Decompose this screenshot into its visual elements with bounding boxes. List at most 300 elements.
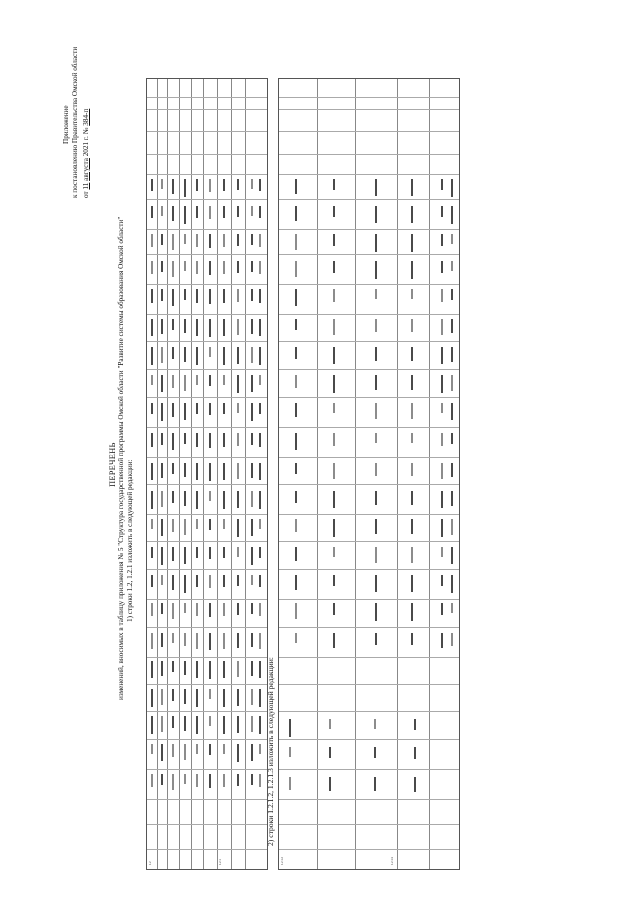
table-cell-value	[329, 719, 331, 729]
table-cell-value	[184, 433, 186, 444]
table-cell-value	[411, 403, 413, 419]
table-cell-value	[375, 633, 377, 645]
table-cell-value	[333, 603, 335, 615]
table-column-divider	[317, 79, 318, 869]
table-column-divider	[179, 79, 180, 869]
table-cell-value	[151, 491, 153, 509]
table-cell-value	[161, 375, 163, 392]
table-cell-value	[209, 433, 211, 448]
table-cell-value	[172, 375, 174, 388]
table-cell-value	[375, 547, 377, 563]
table-cell-value	[251, 261, 253, 272]
table-cell-value	[172, 547, 174, 561]
table-column-divider	[355, 79, 356, 869]
table-cell-value	[295, 603, 297, 619]
table-cell-value	[184, 575, 186, 593]
table-row-divider	[279, 739, 459, 740]
table-cell-value	[196, 491, 198, 509]
table-cell-value	[411, 463, 413, 476]
table-cell-value	[223, 463, 225, 480]
table-cell-value	[259, 206, 261, 218]
table-cell-value	[451, 206, 453, 224]
table-cell-value	[184, 744, 186, 760]
table-cell-value	[161, 689, 163, 705]
table-cell-value	[172, 234, 174, 250]
date-month: августа	[82, 158, 90, 181]
table-row-divider	[279, 799, 459, 800]
table-cell-value	[295, 347, 297, 359]
table-cell-value	[259, 774, 261, 787]
table-cell-value	[237, 206, 239, 217]
table-row-number: 1.2.1.2	[281, 857, 284, 865]
table-cell-value	[196, 463, 198, 480]
table-cell-value	[237, 575, 239, 586]
table-cell-value	[251, 689, 253, 705]
table-row-divider	[147, 799, 267, 800]
table-cell-value	[333, 433, 335, 446]
table-cell-value	[451, 261, 453, 271]
table-cell-value	[151, 289, 153, 303]
table-cell-value	[259, 547, 261, 558]
table-cell-value	[184, 547, 186, 564]
table-cell-value	[414, 719, 416, 730]
table-cell-value	[251, 603, 253, 614]
table-cell-value	[451, 603, 453, 613]
table-cell-value	[172, 179, 174, 194]
table-cell-value	[333, 179, 335, 190]
table-row-divider	[279, 199, 459, 200]
table-row-divider	[279, 97, 459, 98]
table-rows-1-2	[146, 78, 268, 870]
table-cell-value	[333, 347, 335, 364]
table-cell-value	[184, 689, 186, 704]
table-cell-value	[375, 519, 377, 534]
table-cell-value	[451, 633, 453, 646]
table-cell-value	[151, 261, 153, 274]
table-cell-value	[184, 603, 186, 613]
table-cell-value	[411, 575, 413, 592]
table-cell-value	[374, 747, 376, 758]
table-cell-value	[151, 603, 153, 616]
table-cell-value	[223, 491, 225, 509]
table-cell-value	[172, 689, 174, 701]
table-cell-value	[223, 575, 225, 587]
resolution-number: 384-п	[82, 108, 90, 126]
table-cell-value	[441, 547, 443, 557]
table-cell-value	[441, 433, 443, 446]
table-cell-value	[237, 689, 239, 706]
table-cell-value	[441, 319, 443, 335]
table-row-divider	[279, 397, 459, 398]
table-cell-value	[251, 433, 253, 445]
table-column-divider	[203, 79, 204, 869]
table-cell-value	[209, 234, 211, 248]
table-cell-value	[237, 375, 239, 393]
table-cell-value	[209, 261, 211, 275]
table-cell-value	[441, 206, 443, 217]
table-cell-value	[411, 206, 413, 223]
table-cell-value	[209, 774, 211, 788]
table-cell-value	[223, 744, 225, 754]
table-cell-value	[251, 234, 253, 245]
table-cell-value	[151, 744, 153, 754]
table-cell-value	[196, 179, 198, 191]
table-cell-value	[451, 319, 453, 333]
table-cell-value	[223, 403, 225, 414]
table-cell-value	[151, 206, 153, 218]
table-row-divider	[279, 684, 459, 685]
table-cell-value	[196, 433, 198, 447]
table-cell-value	[223, 261, 225, 274]
table-cell-value	[209, 716, 211, 726]
table-cell-value	[441, 234, 443, 246]
table-cell-value	[375, 433, 377, 443]
table-cell-value	[375, 347, 377, 361]
table-cell-value	[172, 347, 174, 359]
table-cell-value	[209, 491, 211, 501]
table-cell-value	[184, 375, 186, 391]
table-cell-value	[196, 375, 198, 385]
table-row-divider	[279, 341, 459, 342]
table-cell-value	[375, 261, 377, 279]
table-row-divider	[279, 711, 459, 712]
table-cell-value	[441, 519, 443, 537]
table-row-divider	[147, 824, 267, 825]
table-cell-value	[414, 747, 416, 759]
table-cell-value	[151, 179, 153, 191]
table-cell-value	[172, 403, 174, 417]
table-row-divider	[147, 684, 267, 685]
table-cell-value	[151, 519, 153, 529]
table-row-divider	[279, 514, 459, 515]
table-cell-value	[441, 347, 443, 364]
table-cell-value	[161, 319, 163, 334]
table-cell-value	[209, 289, 211, 304]
table-cell-value	[375, 319, 377, 332]
table-row-divider	[147, 739, 267, 740]
table-cell-value	[161, 603, 163, 614]
table-cell-value	[151, 661, 153, 678]
document-subtitle: изменений, вносимых в таблицу приложения № 5 "Структура государственной программы Омской области "Развитие системы образования Омской области"	[117, 216, 125, 700]
date-prefix: от	[82, 191, 90, 198]
table-cell-value	[184, 491, 186, 506]
table-cell-value	[209, 347, 211, 357]
table-cell-value	[333, 206, 335, 217]
table-cell-value	[209, 375, 211, 386]
table-cell-value	[251, 661, 253, 676]
table-cell-value	[151, 463, 153, 480]
table-cell-value	[161, 289, 163, 301]
table-row-divider	[147, 514, 267, 515]
table-cell-value	[223, 774, 225, 787]
table-cell-value	[259, 179, 261, 191]
table-row-divider	[147, 97, 267, 98]
table-cell-value	[237, 289, 239, 302]
table-column-divider	[167, 79, 168, 869]
table-cell-value	[196, 547, 198, 558]
item-1-instruction: 1) строки 1.2, 1.2.1 изложить в следующей редакции:	[126, 459, 134, 622]
table-cell-value	[223, 234, 225, 247]
table-cell-value	[451, 179, 453, 197]
table-cell-value	[441, 575, 443, 586]
table-cell-value	[172, 463, 174, 474]
table-row-divider	[147, 314, 267, 315]
table-cell-value	[295, 375, 297, 388]
table-cell-value	[223, 289, 225, 303]
table-cell-value	[184, 519, 186, 535]
table-row-divider	[279, 284, 459, 285]
table-cell-value	[196, 661, 198, 678]
table-row-number: 1.2.1.3	[391, 857, 394, 865]
table-cell-value	[259, 689, 261, 707]
table-cell-value	[209, 547, 211, 559]
table-cell-value	[209, 575, 211, 588]
table-cell-value	[441, 491, 443, 508]
table-cell-value	[184, 633, 186, 646]
table-cell-value	[196, 234, 198, 247]
table-cell-value	[441, 289, 443, 302]
table-cell-value	[184, 463, 186, 477]
date-year: 2021 г. №	[82, 127, 90, 157]
table-cell-value	[161, 633, 163, 647]
table-cell-value	[333, 575, 335, 586]
table-cell-value	[259, 375, 261, 385]
table-cell-value	[151, 319, 153, 336]
item-2-instruction: 2) строки 1.2.1.2, 1.2.1.3 изложить в следующей редакции:	[266, 657, 275, 846]
table-cell-value	[251, 774, 253, 785]
table-cell-value	[259, 403, 261, 414]
table-cell-value	[223, 547, 225, 558]
table-cell-value	[184, 179, 186, 197]
table-cell-value	[451, 575, 453, 593]
table-cell-value	[196, 319, 198, 336]
table-cell-value	[295, 463, 297, 474]
table-cell-value	[161, 491, 163, 507]
table-cell-value	[151, 375, 153, 385]
table-column-divider	[231, 79, 232, 869]
table-cell-value	[223, 519, 225, 529]
table-cell-value	[295, 433, 297, 450]
table-cell-value	[184, 347, 186, 362]
table-cell-value	[184, 716, 186, 731]
table-cell-value	[411, 519, 413, 534]
table-cell-value	[172, 716, 174, 728]
table-cell-value	[295, 575, 297, 590]
table-rows-1-2-1-2	[278, 78, 460, 870]
table-cell-value	[375, 575, 377, 592]
table-cell-value	[451, 463, 453, 477]
table-cell-value	[259, 289, 261, 303]
table-cell-value	[295, 403, 297, 417]
table-cell-value	[295, 519, 297, 532]
table-cell-value	[375, 375, 377, 390]
table-cell-value	[223, 433, 225, 447]
table-row-divider	[147, 229, 267, 230]
table-cell-value	[196, 603, 198, 616]
table-cell-value	[184, 206, 186, 224]
table-cell-value	[184, 261, 186, 271]
table-cell-value	[441, 261, 443, 273]
table-cell-value	[161, 519, 163, 536]
table-cell-value	[259, 463, 261, 480]
table-cell-value	[196, 689, 198, 707]
table-cell-value	[151, 347, 153, 365]
table-cell-value	[172, 206, 174, 221]
table-cell-value	[251, 347, 253, 363]
table-row-divider	[147, 284, 267, 285]
table-row-divider	[147, 254, 267, 255]
table-row-divider	[147, 657, 267, 658]
table-row-divider	[147, 341, 267, 342]
table-cell-value	[184, 774, 186, 784]
table-cell-value	[237, 234, 239, 246]
table-row-divider	[147, 769, 267, 770]
table-cell-value	[223, 716, 225, 734]
table-row-divider	[279, 849, 459, 850]
table-cell-value	[259, 491, 261, 509]
table-cell-value	[172, 491, 174, 503]
table-row-divider	[279, 541, 459, 542]
table-cell-value	[172, 603, 174, 619]
table-cell-value	[196, 716, 198, 734]
table-cell-value	[251, 463, 253, 478]
table-cell-value	[289, 719, 291, 737]
table-cell-value	[333, 633, 335, 648]
table-row-divider	[279, 427, 459, 428]
table-cell-value	[161, 661, 163, 676]
table-cell-value	[333, 463, 335, 479]
table-cell-value	[196, 575, 198, 587]
table-row-divider	[279, 154, 459, 155]
table-cell-value	[161, 234, 163, 245]
table-row-divider	[279, 174, 459, 175]
table-cell-value	[151, 575, 153, 587]
table-cell-value	[196, 206, 198, 218]
table-row-divider	[279, 484, 459, 485]
table-cell-value	[259, 519, 261, 529]
table-row-divider	[147, 131, 267, 132]
table-row-divider	[147, 109, 267, 110]
table-cell-value	[151, 689, 153, 707]
table-row-number: 1.2	[149, 861, 152, 865]
table-cell-value	[161, 774, 163, 785]
table-cell-value	[333, 261, 335, 273]
table-cell-value	[251, 519, 253, 536]
table-cell-value	[251, 375, 253, 392]
table-cell-value	[161, 547, 163, 565]
table-cell-value	[295, 289, 297, 306]
table-column-divider	[429, 79, 430, 869]
table-cell-value	[259, 433, 261, 447]
table-cell-value	[441, 179, 443, 190]
table-cell-value	[295, 261, 297, 277]
table-cell-value	[151, 716, 153, 734]
table-cell-value	[375, 234, 377, 252]
table-cell-value	[237, 463, 239, 479]
table-cell-value	[411, 347, 413, 361]
table-cell-value	[289, 747, 291, 757]
table-row-divider	[147, 154, 267, 155]
table-row-divider	[279, 457, 459, 458]
table-cell-value	[259, 319, 261, 336]
table-cell-value	[209, 319, 211, 337]
table-cell-value	[451, 547, 453, 564]
table-cell-value	[151, 633, 153, 649]
table-cell-value	[251, 575, 253, 585]
table-row-divider	[279, 657, 459, 658]
table-row-divider	[279, 229, 459, 230]
table-row-divider	[147, 427, 267, 428]
table-cell-value	[289, 777, 291, 790]
table-cell-value	[223, 603, 225, 616]
table-row-divider	[147, 569, 267, 570]
table-cell-value	[251, 179, 253, 189]
table-row-divider	[147, 627, 267, 628]
table-cell-value	[451, 491, 453, 506]
table-cell-value	[151, 234, 153, 247]
table-cell-value	[161, 403, 163, 421]
table-row-divider	[279, 369, 459, 370]
table-cell-value	[451, 289, 453, 300]
table-row-number: 1.2.1	[219, 859, 222, 865]
table-cell-value	[259, 575, 261, 587]
table-cell-value	[172, 774, 174, 790]
table-cell-value	[172, 744, 174, 757]
table-cell-value	[329, 747, 331, 758]
table-cell-value	[295, 319, 297, 330]
table-cell-value	[451, 519, 453, 535]
table-cell-value	[295, 491, 297, 503]
table-cell-value	[295, 234, 297, 250]
table-cell-value	[237, 433, 239, 446]
table-row-divider	[147, 457, 267, 458]
table-cell-value	[151, 403, 153, 414]
table-cell-value	[411, 289, 413, 299]
table-cell-value	[259, 347, 261, 365]
table-cell-value	[172, 661, 174, 672]
table-cell-value	[223, 689, 225, 707]
table-cell-value	[172, 319, 174, 330]
table-cell-value	[375, 491, 377, 505]
table-row-divider	[279, 569, 459, 570]
table-cell-value	[184, 319, 186, 333]
table-column-divider	[245, 79, 246, 869]
table-cell-value	[184, 661, 186, 675]
table-cell-value	[184, 234, 186, 244]
table-cell-value	[223, 633, 225, 649]
table-cell-value	[441, 403, 443, 413]
table-cell-value	[223, 661, 225, 678]
table-row-divider	[147, 174, 267, 175]
table-cell-value	[237, 603, 239, 615]
table-cell-value	[251, 547, 253, 565]
table-cell-value	[237, 347, 239, 364]
table-row-divider	[279, 627, 459, 628]
table-cell-value	[237, 547, 239, 557]
table-cell-value	[184, 403, 186, 420]
table-cell-value	[237, 491, 239, 508]
table-cell-value	[441, 375, 443, 393]
table-cell-value	[196, 519, 198, 529]
table-cell-value	[251, 403, 253, 421]
table-cell-value	[209, 689, 211, 699]
table-cell-value	[151, 433, 153, 447]
table-cell-value	[259, 234, 261, 247]
table-cell-value	[184, 289, 186, 300]
table-cell-value	[161, 347, 163, 363]
table-cell-value	[161, 179, 163, 189]
table-cell-value	[251, 491, 253, 507]
